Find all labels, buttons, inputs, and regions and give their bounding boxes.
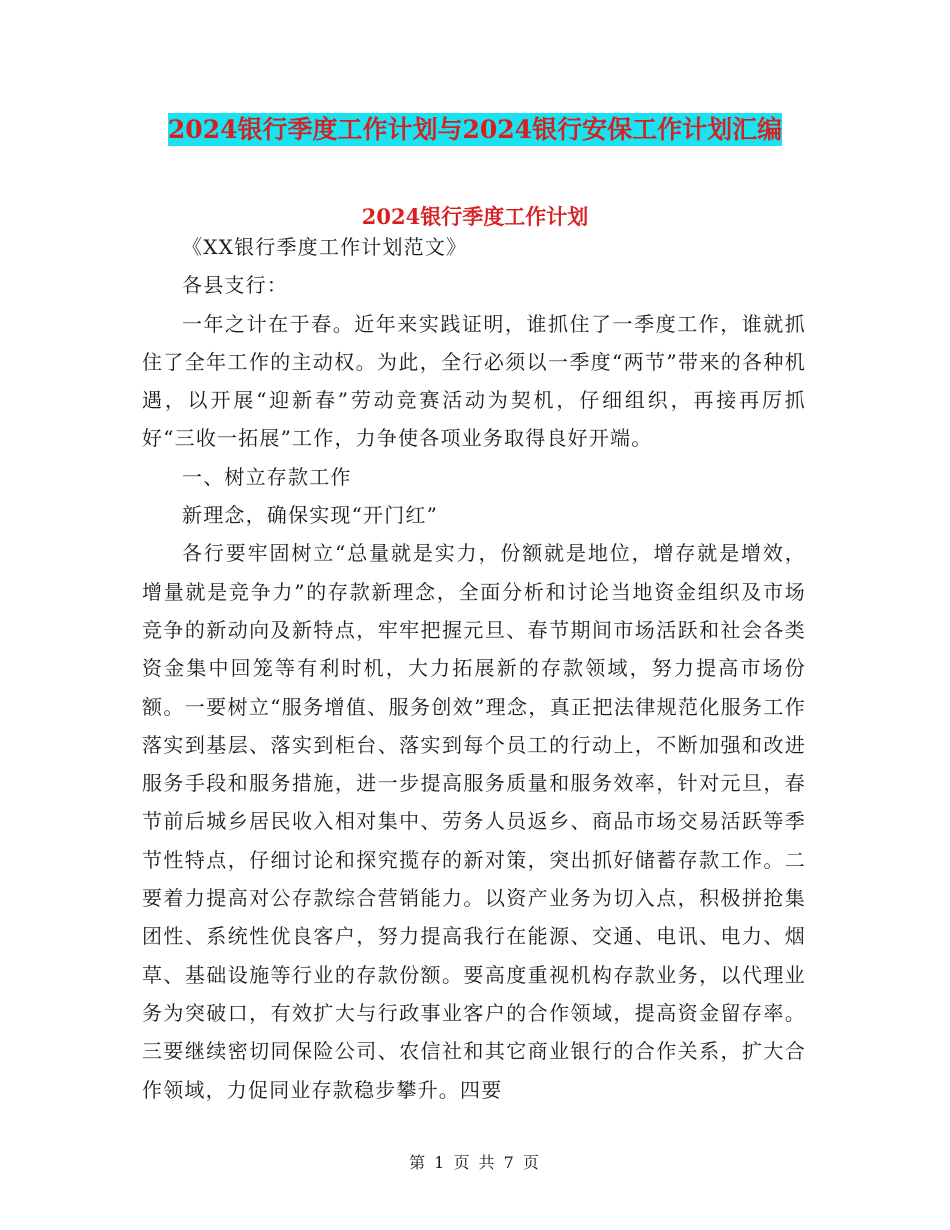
paragraph-doc-name: 《XX银行季度工作计划范文》 xyxy=(182,235,468,259)
paragraph-salutation: 各县支行： xyxy=(182,273,288,298)
paragraph-heading-1: 一、树立存款工作 xyxy=(182,464,352,489)
document-main-title xyxy=(0,112,950,148)
page-footer: 第 1 页 共 7 页 xyxy=(409,1153,541,1172)
document-body xyxy=(142,228,806,1109)
main-title-text: 2024银行季度工作计划与2024银行安保工作计划汇编 xyxy=(167,115,783,144)
paragraph-intro: 一年之计在于春。近年来实践证明，谁抓住了一季度工作，谁就抓住了全年工作的主动权。为此，全行必须以一季度“两节”带来的各种机遇，以开展“迎新春”劳动竞赛活动为契机，仔细组织，再接再厉抓好“三收一拓展”工作，力争使各项业务取得良好开端。 xyxy=(142,311,806,451)
paragraph-heading-1-cont: 新理念，确保实现“开门红” xyxy=(182,503,439,528)
paragraph-body-1: 各行要牢固树立“总量就是实力，份额就是地位，增存就是增效，增量就是竞争力”的存款新理念，全面分析和讨论当地资金组织及市场竞争的新动向及新特点，牢牢把握元旦、春节期间市场活跃和社会各类资金集中回笼等有利时机，大力拓展新的存款领域，努力提高市场份额。一要树立“服务增值、服务创效”理念，真正把法律规范化服务工作落实到基层、落实到柜台、落实到每个员工的行动上，不断加强和改进服务手段和服务措施，进一步提高服务质量和服务效率，针对元旦，春节前后城乡居民收入相对集中、劳务人员返乡、商品市场交易活跃等季节性特点，仔细讨论和探究揽存的新对策，突出抓好储蓄存款工作。二要着力提高对公存款综合营销能力。以资产业务为切入点，积极拼抢集团性、系统性优良客户，努力提高我行在能源、交通、电讯、电力、烟草、基础设施等行业的存款份额。要高度重视机构存款业务，以代理业务为突破口，有效扩大与行政事业客户的合作领域，提高资金留存率。三要继续密切同保险公司、农信社和其它商业银行的合作关系，扩大合作领域，力促同业存款稳步攀升。四要 xyxy=(142,541,806,1102)
section-title: 2024银行季度工作计划 xyxy=(361,204,589,229)
